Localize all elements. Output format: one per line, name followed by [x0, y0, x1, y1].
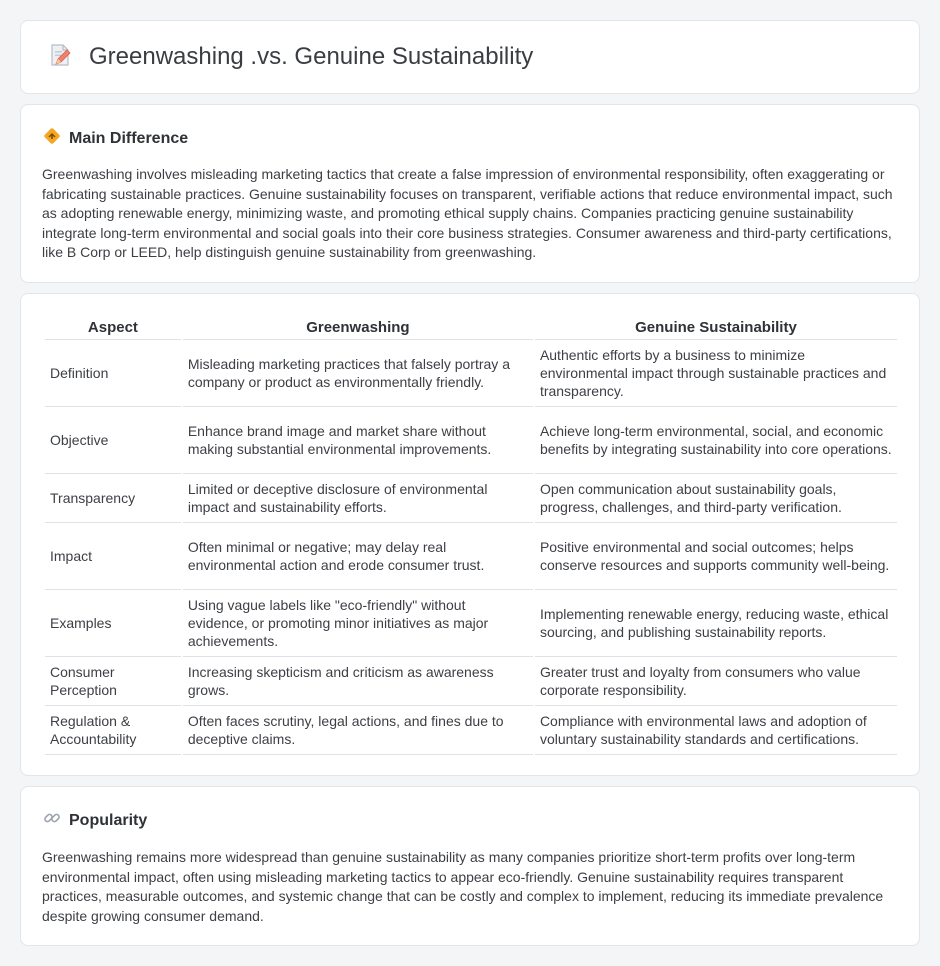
comparison-card	[20, 293, 920, 776]
greenwashing-cell: Using vague labels like "eco-friendly" without evidence, or promoting minor initiatives as major achievements.	[183, 590, 533, 657]
genuine-cell: Open communication about sustainability goals, progress, challenges, and third-party verification.	[535, 474, 897, 523]
main-difference-card	[20, 104, 920, 283]
greenwashing-cell: Misleading marketing practices that falsely portray a company or product as environmentally friendly.	[183, 340, 533, 407]
aspect-cell: Impact	[45, 523, 181, 590]
genuine-cell: Achieve long-term environmental, social, and economic benefits by integrating sustainability into core operations.	[535, 407, 897, 474]
table-header-row	[45, 314, 897, 340]
column-header-genuine: Genuine Sustainability	[535, 314, 897, 340]
table-row	[45, 407, 897, 474]
aspect-cell: Consumer Perception	[45, 657, 181, 706]
table-row	[45, 474, 897, 523]
table-row	[45, 706, 897, 755]
genuine-cell: Authentic efforts by a business to minimize environmental impact through sustainable practices and transparency.	[535, 340, 897, 407]
popularity-title: Popularity	[69, 811, 148, 829]
link-icon	[43, 809, 61, 832]
greenwashing-cell: Increasing skepticism and criticism as awareness grows.	[183, 657, 533, 706]
table-row	[45, 590, 897, 657]
genuine-cell: Greater trust and loyalty from consumers who value corporate responsibility.	[535, 657, 897, 706]
popularity-text: Greenwashing remains more widespread than genuine sustainability as many companies prioritize short-term profits over long-term environmental impact, often using misleading marketing tactics to appear eco-friendly. Genuine sustainability requires transparent practices, measurable outcomes, and systemic change that can be costly and complex to implement, reducing its immediate prevalence despite growing consumer demand.	[42, 849, 884, 924]
main-difference-text: Greenwashing involves misleading marketing tactics that create a false impression of environmental responsibility, often exaggerating or fabricating sustainable practices. Genuine sustainability focuses on transparent, verifiable actions that reduce environmental impact, such as adopting renewable energy, minimizing waste, and promoting ethical supply chains. Companies practicing genuine sustainability integrate long-term environmental and social goals into their core business strategies. Consumer awareness and third-party certifications, like B Corp or LEED, help distinguish genuine sustainability from greenwashing.	[42, 166, 893, 261]
page-title: Greenwashing .vs. Genuine Sustainability	[89, 43, 534, 70]
table-row	[45, 523, 897, 590]
greenwashing-cell: Often faces scrutiny, legal actions, and fines due to deceptive claims.	[183, 706, 533, 755]
column-header-aspect: Aspect	[45, 314, 181, 340]
table-row	[45, 340, 897, 407]
aspect-cell: Transparency	[45, 474, 181, 523]
diamond-sign-icon	[43, 127, 61, 150]
aspect-cell: Definition	[45, 340, 181, 407]
aspect-cell: Objective	[45, 407, 181, 474]
aspect-cell: Regulation & Accountability	[45, 706, 181, 755]
header-card	[20, 20, 920, 94]
greenwashing-cell: Often minimal or negative; may delay real environmental action and erode consumer trust.	[183, 523, 533, 590]
greenwashing-cell: Limited or deceptive disclosure of environmental impact and sustainability efforts.	[183, 474, 533, 523]
genuine-cell: Implementing renewable energy, reducing waste, ethical sourcing, and publishing sustainability reports.	[535, 590, 897, 657]
genuine-cell: Compliance with environmental laws and adoption of voluntary sustainability standards and certifications.	[535, 706, 897, 755]
comparison-table	[43, 314, 899, 755]
main-difference-title: Main Difference	[69, 129, 189, 147]
document-pen-icon	[47, 42, 73, 73]
table-row	[45, 657, 897, 706]
aspect-cell: Examples	[45, 590, 181, 657]
genuine-cell: Positive environmental and social outcomes; helps conserve resources and supports community well-being.	[535, 523, 897, 590]
popularity-card	[20, 786, 920, 946]
column-header-greenwashing: Greenwashing	[183, 314, 533, 340]
greenwashing-cell: Enhance brand image and market share without making substantial environmental improvements.	[183, 407, 533, 474]
